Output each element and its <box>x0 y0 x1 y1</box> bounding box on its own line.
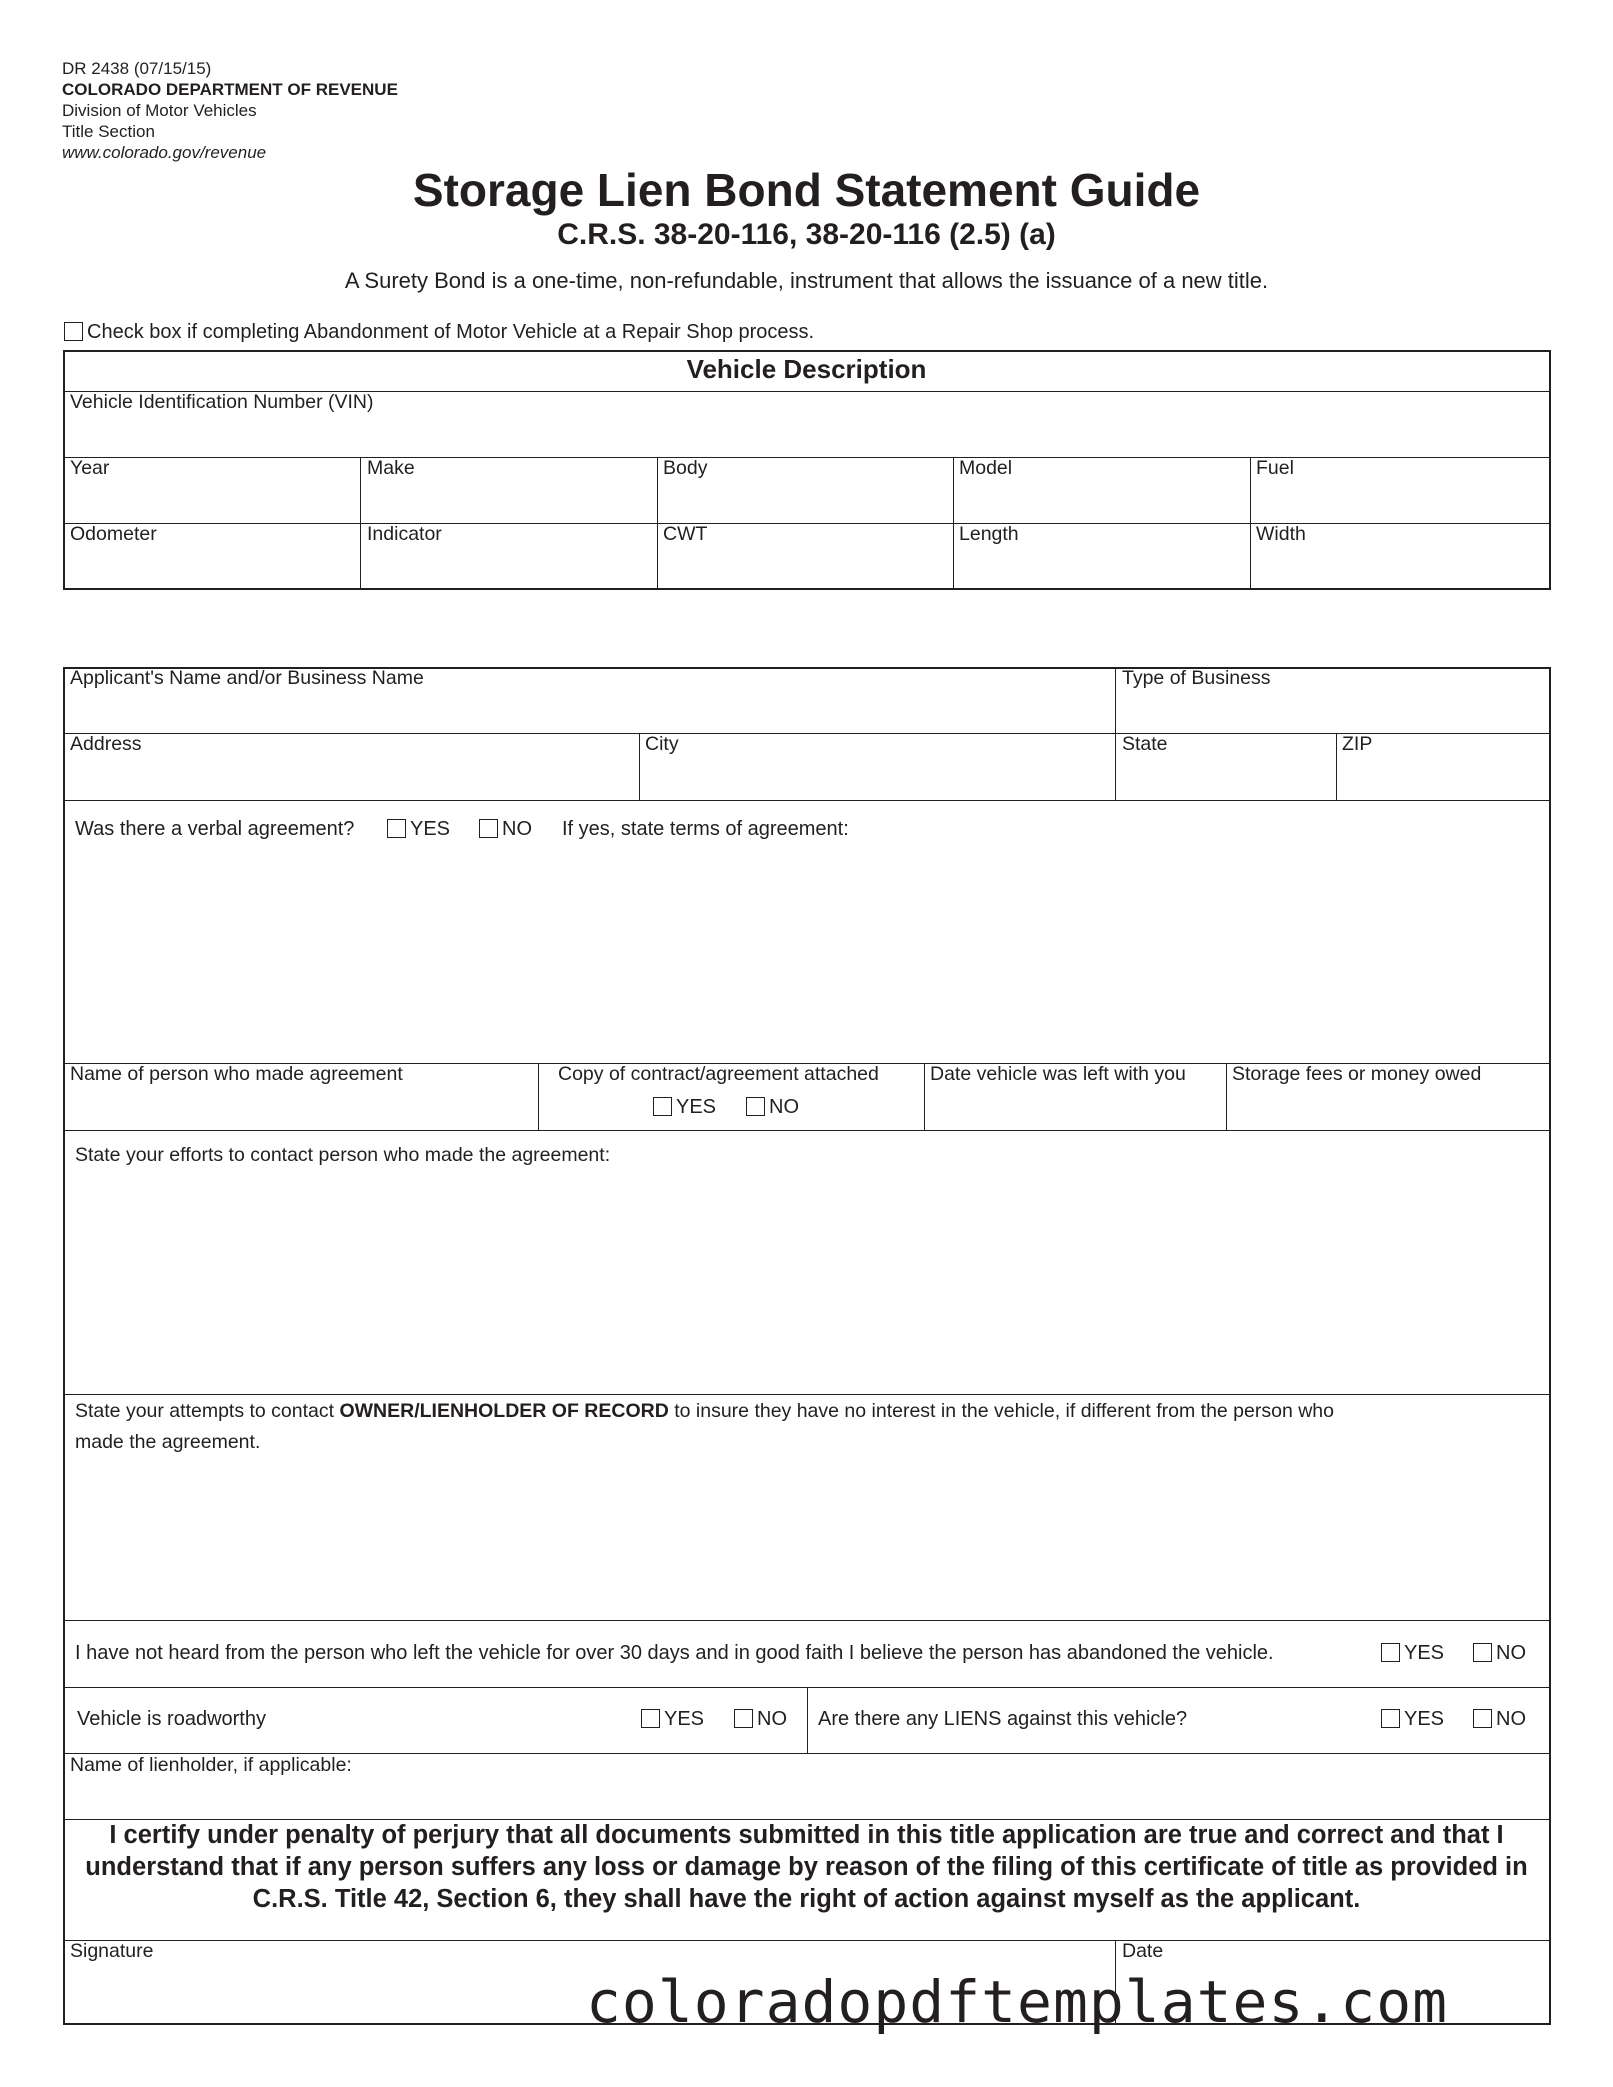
date-left-input[interactable] <box>930 1092 1219 1126</box>
yes-label: YES <box>1404 1708 1445 1730</box>
length-label: Length <box>959 523 1019 545</box>
roadworthy-label: Vehicle is roadworthy <box>77 1708 266 1730</box>
section-name: Title Section <box>62 122 155 141</box>
copy-yes-option <box>653 1096 716 1119</box>
division-name: Division of Motor Vehicles <box>62 101 257 120</box>
abandoned-yes-checkbox[interactable] <box>1381 1643 1400 1662</box>
attempts-textarea[interactable] <box>75 1462 1544 1616</box>
lienholder-label: Name of lienholder, if applicable: <box>70 1754 352 1776</box>
website: www.colorado.gov/revenue <box>62 143 267 162</box>
divider <box>63 523 1551 524</box>
date-label: Date <box>1122 1940 1164 1962</box>
abandoned-no-option <box>1473 1642 1526 1665</box>
terms-label: If yes, state terms of agreement: <box>562 818 849 840</box>
verbal-agreement-question: Was there a verbal agreement? <box>75 818 355 840</box>
liens-yes-option <box>1381 1708 1444 1731</box>
date-left-label: Date vehicle was left with you <box>930 1063 1186 1085</box>
terms-textarea[interactable] <box>75 850 1544 1059</box>
divider <box>63 457 1551 458</box>
applicant-name-input[interactable] <box>70 694 1109 730</box>
odometer-label: Odometer <box>70 523 157 545</box>
divider <box>639 733 640 800</box>
liens-no-option <box>1473 1708 1526 1731</box>
make-input[interactable] <box>367 484 651 520</box>
verbal-no-checkbox[interactable] <box>479 819 498 838</box>
make-label: Make <box>367 457 415 479</box>
abandoned-no-checkbox[interactable] <box>1473 1643 1492 1662</box>
indicator-input[interactable] <box>367 550 651 586</box>
divider <box>953 457 954 590</box>
applicant-name-label: Applicant's Name and/or Business Name <box>70 667 424 689</box>
attempts-prefix: State your attempts to contact <box>75 1400 340 1422</box>
no-label: NO <box>757 1708 787 1730</box>
vehicle-description-title: Vehicle Description <box>686 354 927 384</box>
copy-no-option <box>746 1096 799 1119</box>
city-input[interactable] <box>645 760 1109 796</box>
storage-fees-input[interactable] <box>1232 1092 1546 1126</box>
efforts-textarea[interactable] <box>75 1176 1544 1390</box>
vin-input[interactable] <box>70 418 1544 454</box>
divider <box>1226 1063 1227 1130</box>
verbal-yes-checkbox[interactable] <box>387 819 406 838</box>
divider <box>360 457 361 590</box>
yes-label: YES <box>410 818 451 840</box>
copy-attached-label: Copy of contract/agreement attached <box>558 1063 879 1085</box>
divider <box>63 800 1551 801</box>
divider <box>63 1130 1551 1131</box>
business-type-label: Type of Business <box>1122 667 1271 689</box>
storage-fees-label: Storage fees or money owed <box>1232 1063 1482 1085</box>
divider <box>538 1063 539 1130</box>
abandoned-statement: I have not heard from the person who left the vehicle for over 30 days and in good faith I believe the person has abandoned the vehicle. <box>75 1642 1274 1664</box>
attempts-bold: OWNER/LIENHOLDER OF RECORD <box>339 1400 669 1422</box>
roadworthy-no-checkbox[interactable] <box>734 1709 753 1728</box>
model-label: Model <box>959 457 1013 479</box>
certification-statement: I certify under penalty of perjury that all documents submitted in this title application are true and correct and that I understand that if any person suffers any loss or damage by reason of the filing of this certificate of title as provided in C.R.S. Title 42, Section 6, they shall have the right of action against myself as the applicant. <box>85 1821 1528 1913</box>
divider <box>657 457 658 590</box>
width-input[interactable] <box>1256 550 1545 586</box>
no-label: NO <box>769 1096 799 1118</box>
cwt-label: CWT <box>663 523 708 545</box>
business-type-input[interactable] <box>1122 694 1546 730</box>
yes-label: YES <box>1404 1642 1445 1664</box>
agreement-person-label: Name of person who made agreement <box>70 1063 403 1085</box>
divider <box>63 1940 1551 1941</box>
form-number: DR 2438 (07/15/15) <box>62 59 212 78</box>
zip-input[interactable] <box>1342 760 1546 796</box>
divider <box>1115 667 1116 800</box>
attempts-label <box>75 1400 1334 1423</box>
lienholder-input[interactable] <box>70 1781 1544 1815</box>
no-label: NO <box>1496 1642 1526 1664</box>
year-input[interactable] <box>70 484 354 520</box>
yes-label: YES <box>676 1096 717 1118</box>
no-label: NO <box>502 818 532 840</box>
page-subtitle: C.R.S. 38-20-116, 38-20-116 (2.5) (a) <box>557 218 1056 251</box>
liens-no-checkbox[interactable] <box>1473 1709 1492 1728</box>
length-input[interactable] <box>959 550 1243 586</box>
abandonment-checkbox[interactable] <box>64 322 83 341</box>
abandoned-yes-option <box>1381 1642 1444 1665</box>
city-label: City <box>645 733 679 755</box>
body-label: Body <box>663 457 708 479</box>
indicator-label: Indicator <box>367 523 442 545</box>
state-input[interactable] <box>1122 760 1331 796</box>
no-label: NO <box>1496 1708 1526 1730</box>
vin-label: Vehicle Identification Number (VIN) <box>70 391 374 413</box>
signature-label: Signature <box>70 1940 154 1962</box>
copy-yes-checkbox[interactable] <box>653 1097 672 1116</box>
efforts-label: State your efforts to contact person who made the agreement: <box>75 1144 611 1166</box>
abandonment-checkbox-label: Check box if completing Abandonment of Motor Vehicle at a Repair Shop process. <box>87 321 815 343</box>
department-name: COLORADO DEPARTMENT OF REVENUE <box>62 80 398 99</box>
year-label: Year <box>70 457 110 479</box>
roadworthy-yes-option <box>641 1708 704 1731</box>
yes-label: YES <box>664 1708 705 1730</box>
divider <box>807 1687 808 1753</box>
divider <box>63 733 1551 734</box>
intro-text: A Surety Bond is a one-time, non-refundable, instrument that allows the issuance of a new title. <box>344 268 1269 293</box>
verbal-yes-option <box>387 818 450 841</box>
divider <box>1250 457 1251 590</box>
state-label: State <box>1122 733 1168 755</box>
zip-label: ZIP <box>1342 733 1373 755</box>
abandonment-option <box>64 321 814 344</box>
cwt-input[interactable] <box>663 550 947 586</box>
address-input[interactable] <box>70 760 634 796</box>
watermark: coloradopdftemplates.com <box>586 1968 1449 2036</box>
liens-yes-checkbox[interactable] <box>1381 1709 1400 1728</box>
roadworthy-yes-checkbox[interactable] <box>641 1709 660 1728</box>
verbal-no-option <box>479 818 532 841</box>
address-label: Address <box>70 733 142 755</box>
divider <box>63 1394 1551 1395</box>
fuel-input[interactable] <box>1256 484 1545 520</box>
attempts-label-line2: made the agreement. <box>75 1431 261 1453</box>
divider <box>924 1063 925 1130</box>
model-input[interactable] <box>959 484 1243 520</box>
attempts-suffix: to insure they have no interest in the vehicle, if different from the person who <box>668 1400 1334 1422</box>
page-title: Storage Lien Bond Statement Guide <box>412 164 1201 216</box>
fuel-label: Fuel <box>1256 457 1294 479</box>
roadworthy-no-option <box>734 1708 787 1731</box>
form-header <box>62 58 398 163</box>
divider <box>1336 733 1337 800</box>
odometer-input[interactable] <box>70 550 354 586</box>
width-label: Width <box>1256 523 1306 545</box>
divider <box>63 1620 1551 1621</box>
liens-question: Are there any LIENS against this vehicle? <box>818 1708 1188 1730</box>
agreement-person-input[interactable] <box>70 1092 534 1126</box>
copy-no-checkbox[interactable] <box>746 1097 765 1116</box>
body-input[interactable] <box>663 484 947 520</box>
